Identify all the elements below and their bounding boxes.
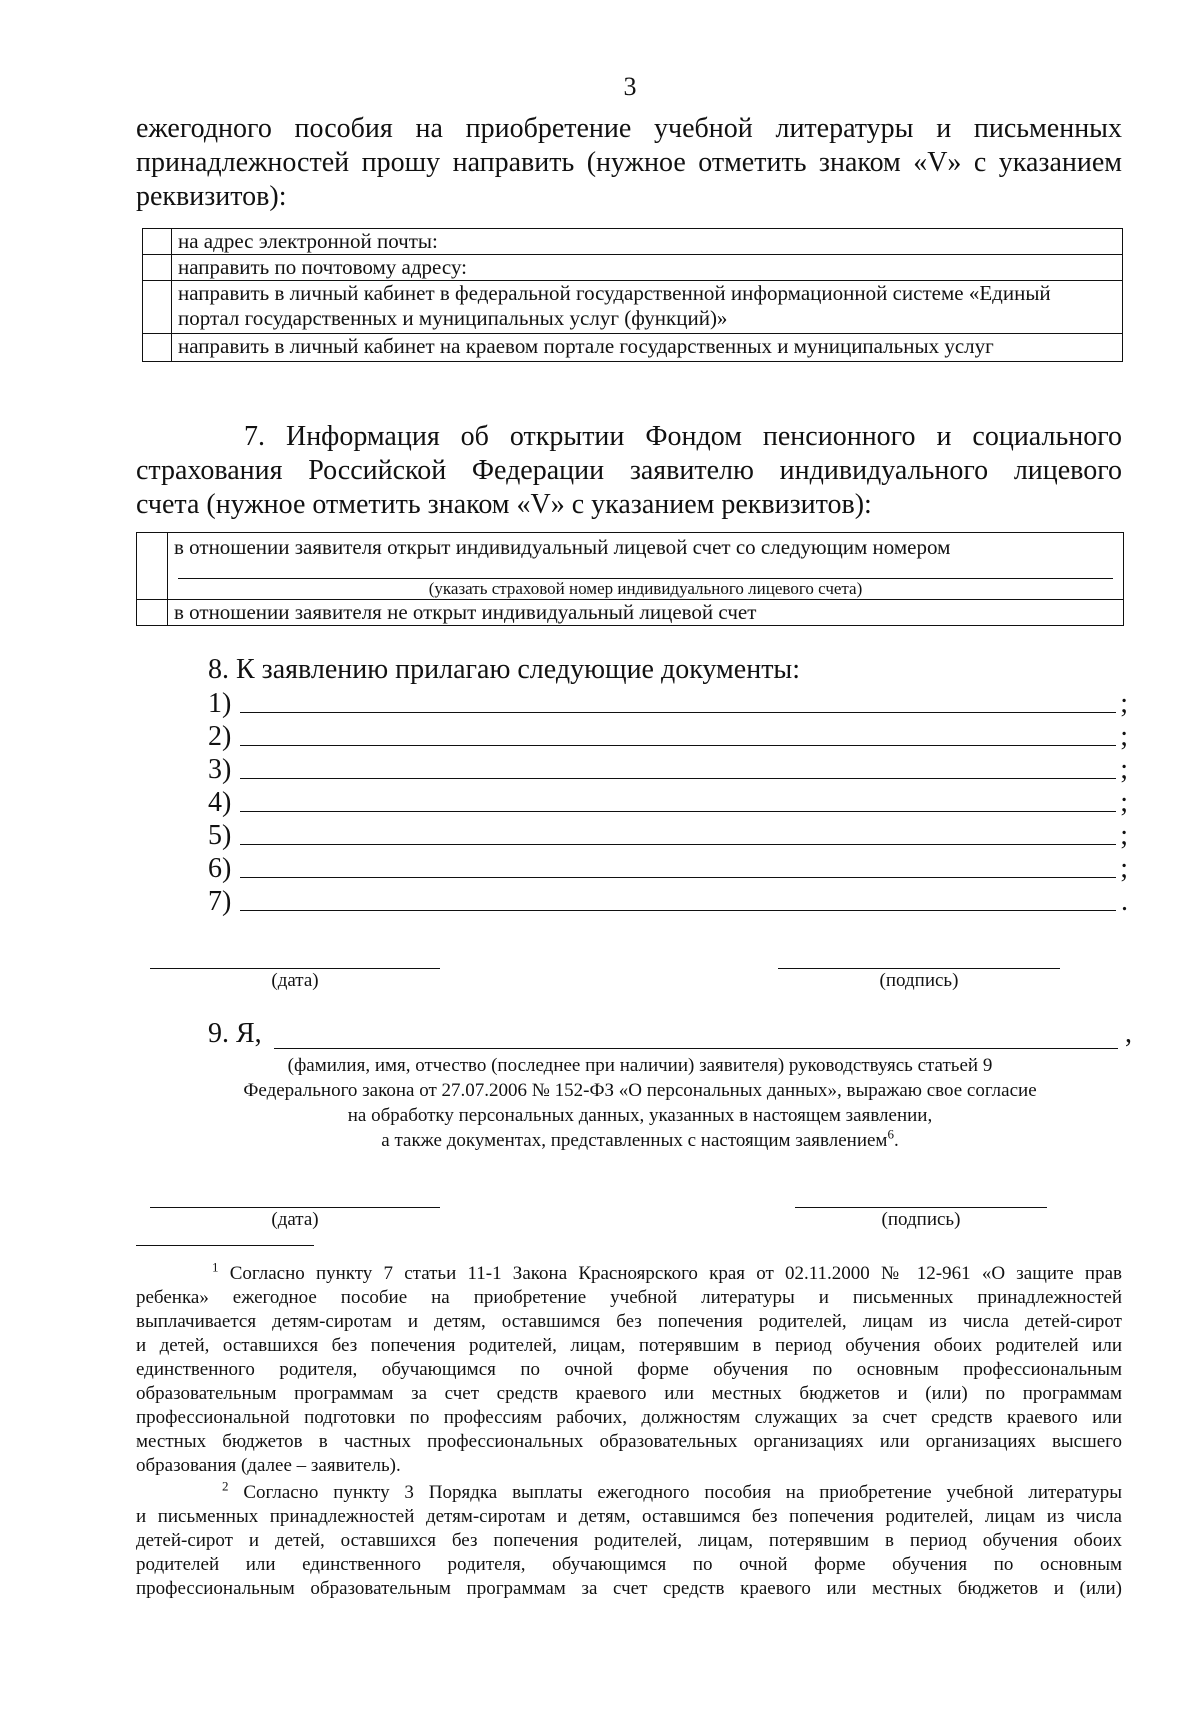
date-caption: (дата)	[271, 970, 319, 991]
section-7-line: 7. Информация об открытии Фондом пенсионного и социального	[244, 421, 1122, 452]
footnote-line	[136, 1259, 1123, 1286]
consent-line: (фамилия, имя, отчество (последнее при наличии) заявителя) руководствуясь статьей 9	[287, 1055, 993, 1076]
document-row-end: .	[1121, 886, 1128, 917]
footnote-line: родителей или единственного родителя, обучающимся по очной форме обучения по основным	[136, 1554, 1122, 1575]
section-9-prefix: 9. Я,	[208, 1018, 262, 1049]
document-row	[208, 820, 1128, 853]
footnote-line: местных бюджетов в частных профессиональных образовательных организациях или организациях высшего	[136, 1431, 1122, 1452]
footnote-line: выплачивается детям-сиротам и детям, оставшимся без попечения родителей, лицам из числа детей-сирот	[136, 1311, 1122, 1332]
document-row	[208, 787, 1128, 820]
date-caption: (дата)	[271, 1209, 319, 1230]
intro-line: ежегодного пособия на приобретение учебной литературы и письменных	[136, 113, 1122, 144]
delivery-option-row	[143, 281, 1123, 334]
document-row	[208, 688, 1128, 721]
intro-line: принадлежностей прошу направить (нужное отметить знаком «V» с указанием	[136, 147, 1122, 178]
account-option-opened	[168, 533, 1124, 600]
document-input-line[interactable]	[240, 910, 1116, 911]
consent-line: Федерального закона от 27.07.2006 № 152-ФЗ «О персональных данных», выражаю свое согласие	[243, 1080, 1037, 1101]
consent-line: а также документах, представленных с настоящим заявлением	[381, 1130, 888, 1151]
document-row-end: ;	[1120, 688, 1128, 719]
account-options-table	[136, 532, 1124, 626]
footnote-1	[136, 1259, 1123, 1478]
page-number: 3	[623, 72, 637, 101]
attached-documents-list	[208, 688, 1128, 919]
date-field[interactable]	[150, 1207, 440, 1208]
section-9-suffix: ,	[1125, 1018, 1132, 1049]
account-option-row	[137, 533, 1124, 600]
signature-caption: (подпись)	[879, 970, 959, 991]
footnote-line: детей-сирот и детей, оставшихся без попечения родителей, лицам, потерявшим в период обучения обоих	[136, 1530, 1122, 1551]
consent-line: на обработку персональных данных, указанных в настоящем заявлении,	[347, 1105, 933, 1126]
section-7-line: счета (нужное отметить знаком «V» с указанием реквизитов):	[136, 489, 872, 520]
document-row-end: ;	[1120, 853, 1128, 884]
footnote-line: образования (далее – заявитель).	[136, 1455, 401, 1476]
footnote-ref: 6	[887, 1126, 894, 1142]
document-number: 7)	[208, 886, 232, 917]
account-option-row	[137, 600, 1124, 626]
document-row-end: ;	[1120, 754, 1128, 785]
document-row	[208, 853, 1128, 886]
delivery-checkbox-email[interactable]	[143, 229, 172, 255]
consent-text	[150, 1053, 1130, 1153]
delivery-option-label: направить в личный кабинет в федеральной государственной информационной системе «Единый портал государственных и муниципальных услуг (функций)»	[172, 281, 1123, 334]
account-checkbox-opened[interactable]	[137, 533, 168, 600]
document-row-end: ;	[1120, 787, 1128, 818]
delivery-option-row	[143, 255, 1123, 281]
document-input-line[interactable]	[240, 877, 1116, 878]
document-row-end: ;	[1120, 721, 1128, 752]
delivery-checkbox-post[interactable]	[143, 255, 172, 281]
account-number-field[interactable]	[178, 568, 1113, 579]
intro-paragraph	[136, 112, 1122, 214]
document-row	[208, 721, 1128, 754]
footnote-line: профессиональной подготовки по профессиям рабочих, должностям служащих за счет средств краевого или	[136, 1407, 1122, 1428]
footnote-separator	[136, 1245, 314, 1246]
consent-line-last	[150, 1128, 1130, 1153]
document-input-line[interactable]	[240, 712, 1116, 713]
account-option-label: в отношении заявителя открыт индивидуальный лицевой счет со следующим номером	[174, 535, 951, 559]
delivery-checkbox-gosuslugi[interactable]	[143, 281, 172, 334]
document-input-line[interactable]	[240, 778, 1116, 779]
section-8-title: 8. К заявлению прилагаю следующие документы:	[208, 654, 801, 685]
footnote-mark: 1	[212, 1259, 219, 1275]
document-input-line[interactable]	[240, 745, 1116, 746]
document-row	[208, 886, 1128, 919]
delivery-options-table	[142, 228, 1123, 362]
footnote-line: и письменных принадлежностей детям-сиротам и детям, оставшимся без попечения родителей, лицам из числа	[136, 1506, 1122, 1527]
document-row	[208, 754, 1128, 787]
document-number: 5)	[208, 820, 232, 851]
section-7-heading	[136, 420, 1122, 522]
account-number-hint: (указать страховой номер индивидуального лицевого счета)	[428, 579, 863, 598]
consent-end: .	[893, 1130, 899, 1151]
section-7-line: страхования Российской Федерации заявителю индивидуального лицевого	[136, 455, 1122, 486]
document-number: 2)	[208, 721, 232, 752]
footnote-text: Согласно пункту 3 Порядка выплаты ежегодного пособия на приобретение учебной литературы	[243, 1482, 1122, 1503]
document-number: 1)	[208, 688, 232, 719]
footnote-line: единственного родителя, обучающимся по очной форме обучения по основным профессиональным	[136, 1359, 1122, 1380]
document-input-line[interactable]	[240, 811, 1116, 812]
document-row-end: ;	[1120, 820, 1128, 851]
footnote-mark: 2	[222, 1478, 229, 1494]
document-number: 4)	[208, 787, 232, 818]
footnote-line: ребенка» ежегодное пособие на приобретение учебной литературы и письменных принадлежностей	[136, 1287, 1122, 1308]
delivery-option-label: направить по почтовому адресу:	[172, 255, 1123, 281]
signature-caption: (подпись)	[881, 1209, 961, 1230]
footnote-2	[136, 1478, 1122, 1601]
delivery-checkbox-regional-portal[interactable]	[143, 334, 172, 362]
account-checkbox-not-opened[interactable]	[137, 600, 168, 626]
applicant-name-field[interactable]	[274, 1048, 1118, 1049]
footnote-line: образовательным программам за счет средств краевого или местных бюджетов и (или) по программам	[136, 1383, 1122, 1404]
signature-field[interactable]	[795, 1207, 1047, 1208]
footnote-text: Согласно пункту 7 статьи 11-1 Закона Красноярского края от 02.11.2000 № 12-961 «О защите прав	[229, 1263, 1123, 1284]
delivery-option-row	[143, 334, 1123, 362]
delivery-option-label: направить в личный кабинет на краевом портале государственных и муниципальных услуг	[172, 334, 1123, 362]
document-input-line[interactable]	[240, 844, 1116, 845]
signature-field[interactable]	[778, 968, 1060, 969]
footnote-line: профессиональным образовательным программам за счет средств краевого или местных бюджетов и (или)	[136, 1578, 1122, 1599]
document-number: 6)	[208, 853, 232, 884]
delivery-option-label: на адрес электронной почты:	[172, 229, 1123, 255]
document-number: 3)	[208, 754, 232, 785]
account-option-label: в отношении заявителя не открыт индивидуальный лицевой счет	[168, 600, 1124, 626]
footnote-line: и детей, оставшихся без попечения родителей, лицам, потерявшим в период обучения обоих родителей или	[136, 1335, 1122, 1356]
intro-line: реквизитов):	[136, 181, 287, 212]
delivery-option-row	[143, 229, 1123, 255]
date-field[interactable]	[150, 968, 440, 969]
footnote-line	[136, 1478, 1122, 1505]
